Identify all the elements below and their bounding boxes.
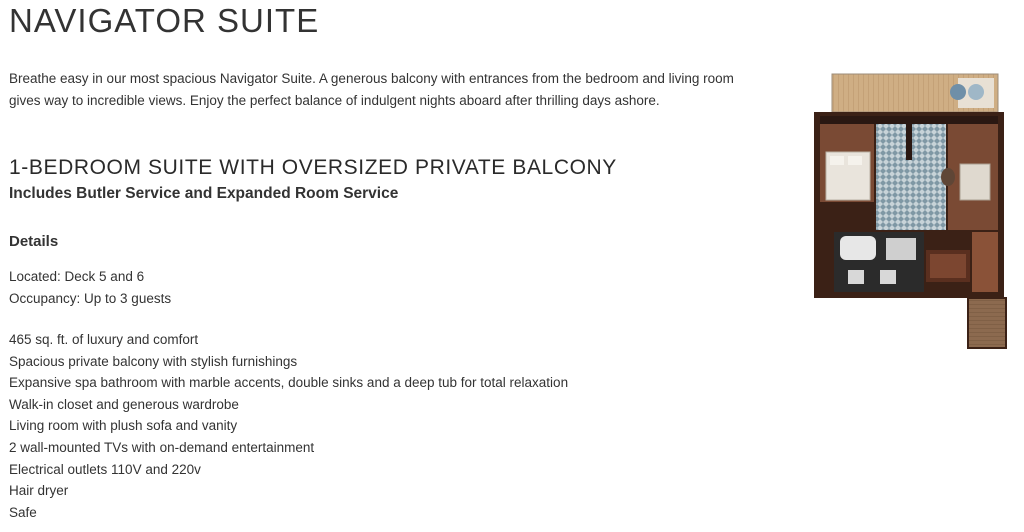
suite-description: Breathe easy in our most spacious Navigator Suite. A generous balcony with entrances from the bedroom and living room gives way to incredible views. Enjoy the perfect balance of indulgent nights aboard after thrilling days ashore. <box>9 71 734 108</box>
list-item: 2 wall-mounted TVs with on-demand entertainment <box>9 439 315 455</box>
list-item: Walk-in closet and generous wardrobe <box>9 396 239 412</box>
list-item: Located: Deck 5 and 6 <box>9 269 145 284</box>
page-title: NAVIGATOR SUITE <box>9 2 320 39</box>
suite-type-heading: 1-BEDROOM SUITE WITH OVERSIZED PRIVATE BALCONY <box>9 156 617 179</box>
suite-features-list <box>9 329 568 523</box>
list-item: Living room with plush sofa and vanity <box>9 418 238 434</box>
suite-facts-list <box>9 266 171 310</box>
list-item: Hair dryer <box>9 483 69 499</box>
list-item: Expansive spa bathroom with marble accents, double sinks and a deep tub for total relaxation <box>9 375 569 391</box>
list-item: Spacious private balcony with stylish furnishings <box>9 353 298 369</box>
details-heading: Details <box>9 233 59 250</box>
suite-floorplan-image <box>808 72 1016 352</box>
suite-subheading: Includes Butler Service and Expanded Room Service <box>9 185 399 202</box>
list-item: Occupancy: Up to 3 guests <box>9 291 172 306</box>
list-item: Safe <box>9 504 37 520</box>
list-item: Electrical outlets 110V and 220v <box>9 461 201 477</box>
list-item: 465 sq. ft. of luxury and comfort <box>9 332 199 347</box>
